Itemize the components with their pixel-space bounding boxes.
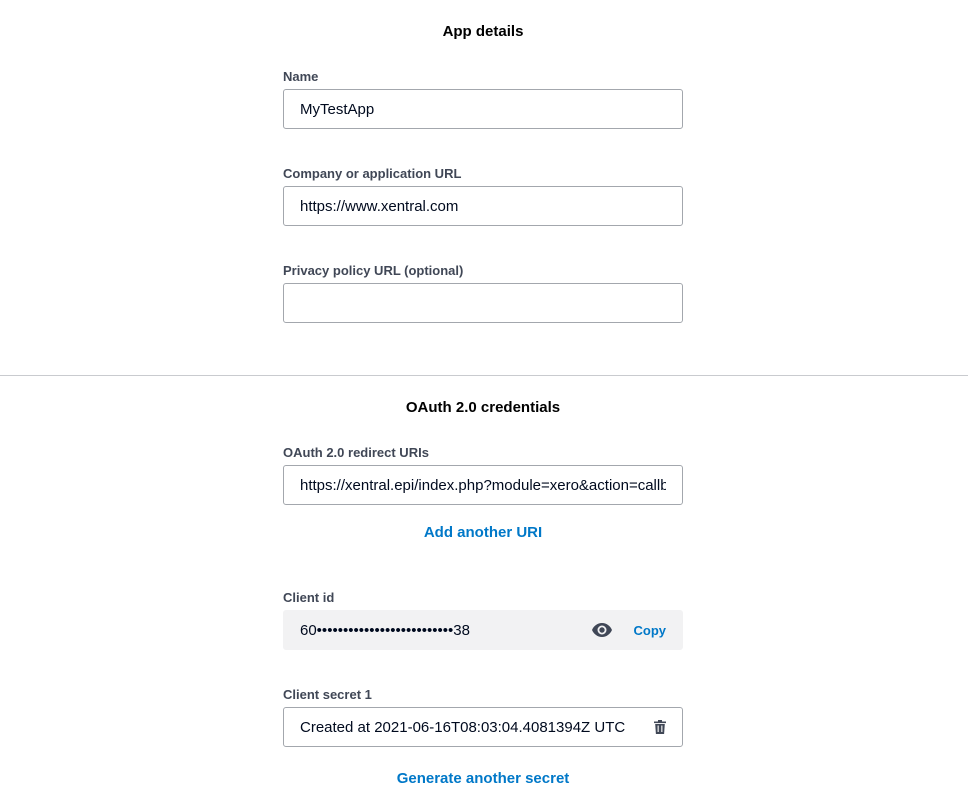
privacy-url-input[interactable] bbox=[283, 283, 683, 323]
trash-icon[interactable] bbox=[650, 717, 670, 737]
oauth-title: OAuth 2.0 credentials bbox=[405, 399, 561, 416]
company-url-label: Company or application URL bbox=[283, 166, 462, 181]
name-input[interactable] bbox=[283, 89, 683, 129]
client-id-field bbox=[283, 610, 683, 650]
section-divider bbox=[0, 375, 968, 376]
generate-secret-link[interactable]: Generate another secret bbox=[396, 770, 570, 787]
company-url-input[interactable] bbox=[283, 186, 683, 226]
add-uri-link[interactable]: Add another URI bbox=[423, 524, 543, 541]
app-details-title: App details bbox=[442, 23, 524, 40]
client-secret-field bbox=[283, 707, 683, 747]
privacy-url-label: Privacy policy URL (optional) bbox=[283, 263, 464, 278]
client-id-value: 60••••••••••••••••••••••••••38 bbox=[300, 621, 470, 639]
eye-icon[interactable] bbox=[590, 618, 614, 642]
redirect-uri-input[interactable] bbox=[283, 465, 683, 505]
copy-button[interactable]: Copy bbox=[633, 622, 666, 638]
redirect-uri-label: OAuth 2.0 redirect URIs bbox=[283, 445, 429, 460]
client-id-label: Client id bbox=[283, 590, 335, 605]
client-secret-value: Created at 2021-06-16T08:03:04.4081394Z UTC bbox=[300, 718, 626, 736]
client-secret-label: Client secret 1 bbox=[283, 687, 372, 702]
name-label: Name bbox=[283, 69, 319, 84]
